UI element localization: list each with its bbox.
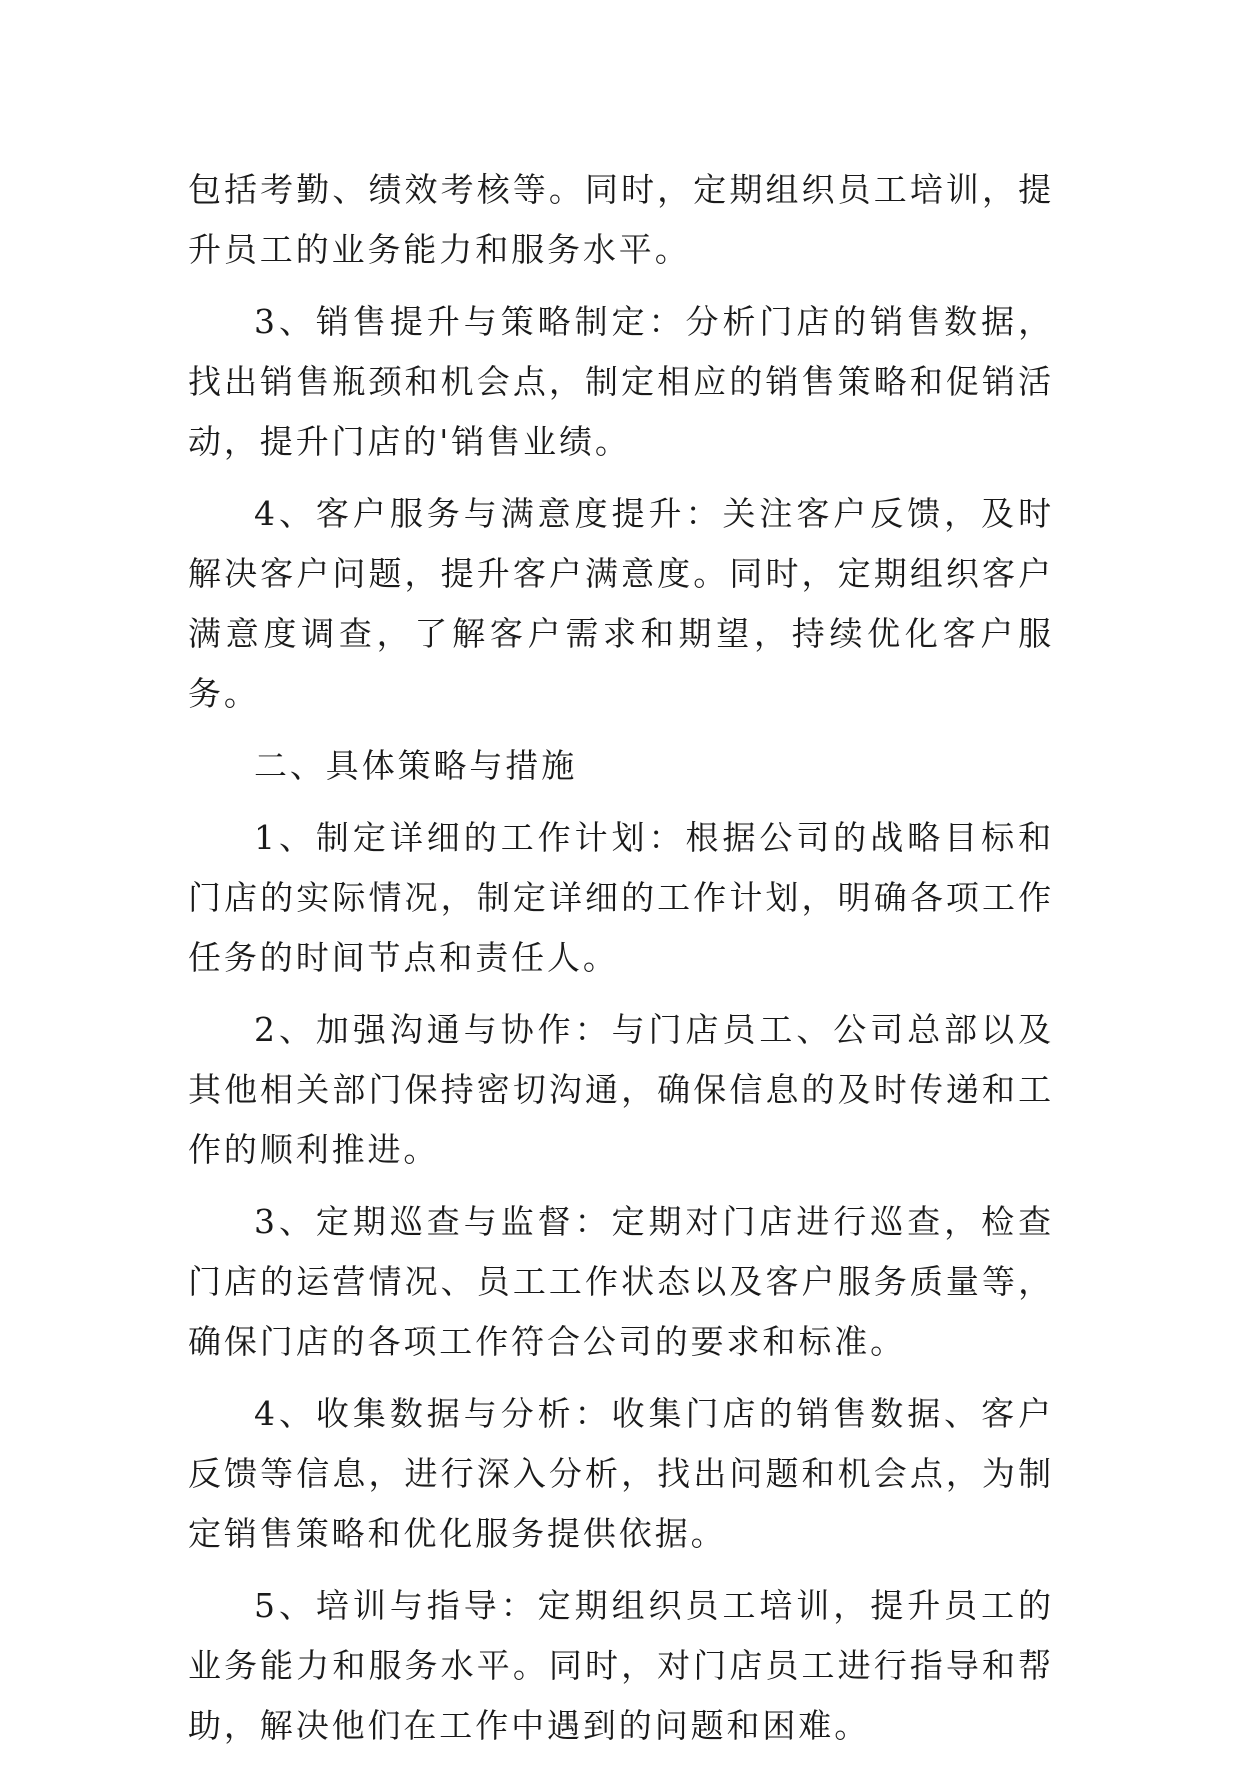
paragraph-customer-service: 4、客户服务与满意度提升：关注客户反馈，及时解决客户问题，提升客户满意度。同时，定期组织客户满意度调查，了解客户需求和期望，持续优化客户服务。 (188, 494, 1054, 713)
paragraph-continuation: 包括考勤、绩效考核等。同时，定期组织员工培训，提升员工的业务能力和服务水平。 (188, 170, 1054, 269)
section-heading-strategies: 二、具体策略与措施 (254, 746, 578, 785)
paragraph-inspection: 3、定期巡查与监督：定期对门店进行巡查，检查门店的运营情况、员工工作状态以及客户服务质量等，确保门店的各项工作符合公司的要求和标准。 (188, 1202, 1054, 1361)
paragraph-sales-strategy: 3、销售提升与策略制定：分析门店的销售数据，找出销售瓶颈和机会点，制定相应的销售策略和促销活动，提升门店的'销售业绩。 (188, 302, 1054, 461)
document-body (188, 160, 1054, 1768)
paragraph-training: 5、培训与指导：定期组织员工培训，提升员工的业务能力和服务水平。同时，对门店员工进行指导和帮助，解决他们在工作中遇到的问题和困难。 (188, 1586, 1054, 1745)
paragraph-communication: 2、加强沟通与协作：与门店员工、公司总部以及其他相关部门保持密切沟通，确保信息的及时传递和工作的顺利推进。 (188, 1010, 1054, 1169)
paragraph-work-plan: 1、制定详细的工作计划：根据公司的战略目标和门店的实际情况，制定详细的工作计划，明确各项工作任务的时间节点和责任人。 (188, 818, 1054, 977)
paragraph-data-analysis: 4、收集数据与分析：收集门店的销售数据、客户反馈等信息，进行深入分析，找出问题和机会点，为制定销售策略和优化服务提供依据。 (188, 1394, 1054, 1553)
